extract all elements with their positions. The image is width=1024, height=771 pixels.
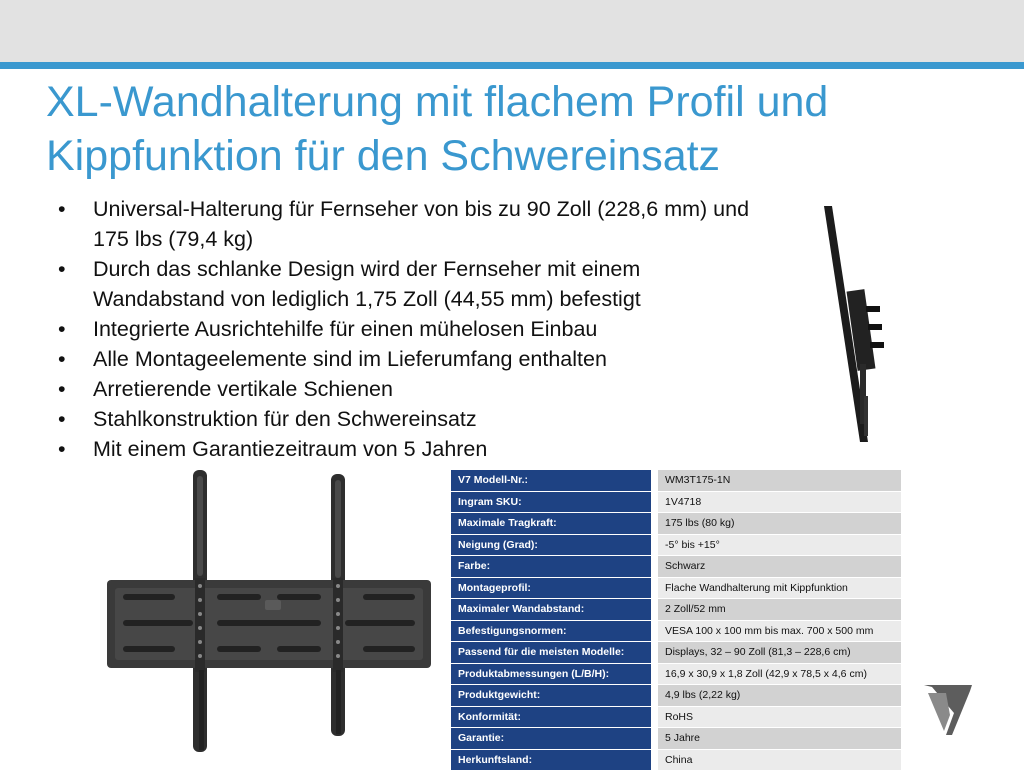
spec-label: Konformität: xyxy=(451,706,655,728)
bullet-icon: • xyxy=(58,407,66,431)
table-row xyxy=(451,728,901,750)
feature-text: Durch das schlanke Design wird der Fernseher mit einem Wandabstand von lediglich 1,75 Zoll (44,55 mm) befestigt xyxy=(93,257,641,311)
bullet-icon: • xyxy=(58,347,66,371)
spec-value: 1V4718 xyxy=(655,491,902,513)
feature-item xyxy=(58,314,778,344)
feature-text: Integrierte Ausrichtehilfe für einen mühelosen Einbau xyxy=(93,317,598,341)
table-row xyxy=(451,663,901,685)
table-row xyxy=(451,513,901,535)
table-row xyxy=(451,599,901,621)
spec-label: Passend für die meisten Modelle: xyxy=(451,642,655,664)
spec-label: V7 Modell-Nr.: xyxy=(451,470,655,491)
table-row xyxy=(451,556,901,578)
feature-text: Universal-Halterung für Fernseher von bis zu 90 Zoll (228,6 mm) und 175 lbs (79,4 kg) xyxy=(93,197,750,251)
feature-list xyxy=(58,194,778,464)
spec-value: VESA 100 x 100 mm bis max. 700 x 500 mm xyxy=(655,620,902,642)
spec-value: China xyxy=(655,749,902,771)
feature-item xyxy=(58,404,778,434)
spec-value: RoHS xyxy=(655,706,902,728)
spec-value: 16,9 x 30,9 x 1,8 Zoll (42,9 x 78,5 x 4,6 cm) xyxy=(655,663,902,685)
feature-item xyxy=(58,374,778,404)
spec-label: Farbe: xyxy=(451,556,655,578)
bullet-icon: • xyxy=(58,257,66,281)
spec-value: 5 Jahre xyxy=(655,728,902,750)
spec-label: Montageprofil: xyxy=(451,577,655,599)
bullet-icon: • xyxy=(58,317,66,341)
spec-label: Maximaler Wandabstand: xyxy=(451,599,655,621)
feature-text: Stahlkonstruktion für den Schwereinsatz xyxy=(93,407,477,431)
wall-mount-front-view-image xyxy=(105,470,433,752)
feature-item xyxy=(58,194,778,254)
table-row xyxy=(451,534,901,556)
table-row xyxy=(451,685,901,707)
spec-value: 175 lbs (80 kg) xyxy=(655,513,902,535)
spec-label: Ingram SKU: xyxy=(451,491,655,513)
spec-label: Maximale Tragkraft: xyxy=(451,513,655,535)
header-accent-rule xyxy=(0,62,1024,69)
spec-value: 4,9 lbs (2,22 kg) xyxy=(655,685,902,707)
spec-value: 2 Zoll/52 mm xyxy=(655,599,902,621)
table-row xyxy=(451,706,901,728)
spec-label: Produktabmessungen (L/B/H): xyxy=(451,663,655,685)
spec-value: Flache Wandhalterung mit Kippfunktion xyxy=(655,577,902,599)
spec-value: Schwarz xyxy=(655,556,902,578)
spec-label: Produktgewicht: xyxy=(451,685,655,707)
spec-value: WM3T175-1N xyxy=(655,470,902,491)
table-row xyxy=(451,491,901,513)
spec-label: Herkunftsland: xyxy=(451,749,655,771)
table-row xyxy=(451,577,901,599)
header-band xyxy=(0,0,1024,62)
slide-title: XL-Wandhalterung mit flachem Profil und Kippfunktion für den Schwereinsatz xyxy=(46,78,829,180)
spec-value: -5° bis +15° xyxy=(655,534,902,556)
bullet-icon: • xyxy=(58,437,66,461)
feature-item xyxy=(58,254,778,314)
feature-text: Alle Montageelemente sind im Lieferumfang enthalten xyxy=(93,347,607,371)
wall-mount-side-view-image xyxy=(818,206,884,442)
feature-text: Arretierende vertikale Schienen xyxy=(93,377,393,401)
spec-value: Displays, 32 – 90 Zoll (81,3 – 228,6 cm) xyxy=(655,642,902,664)
feature-text: Mit einem Garantiezeitraum von 5 Jahren xyxy=(93,437,488,461)
spec-label: Garantie: xyxy=(451,728,655,750)
feature-item xyxy=(58,344,778,374)
table-row xyxy=(451,620,901,642)
spec-table xyxy=(451,470,901,771)
bullet-icon: • xyxy=(58,197,66,221)
feature-item xyxy=(58,434,778,464)
spec-label: Neigung (Grad): xyxy=(451,534,655,556)
table-row xyxy=(451,642,901,664)
table-row xyxy=(451,470,901,491)
bullet-icon: • xyxy=(58,377,66,401)
spec-label: Befestigungsnormen: xyxy=(451,620,655,642)
v7-logo-icon xyxy=(924,685,972,735)
table-row xyxy=(451,749,901,771)
